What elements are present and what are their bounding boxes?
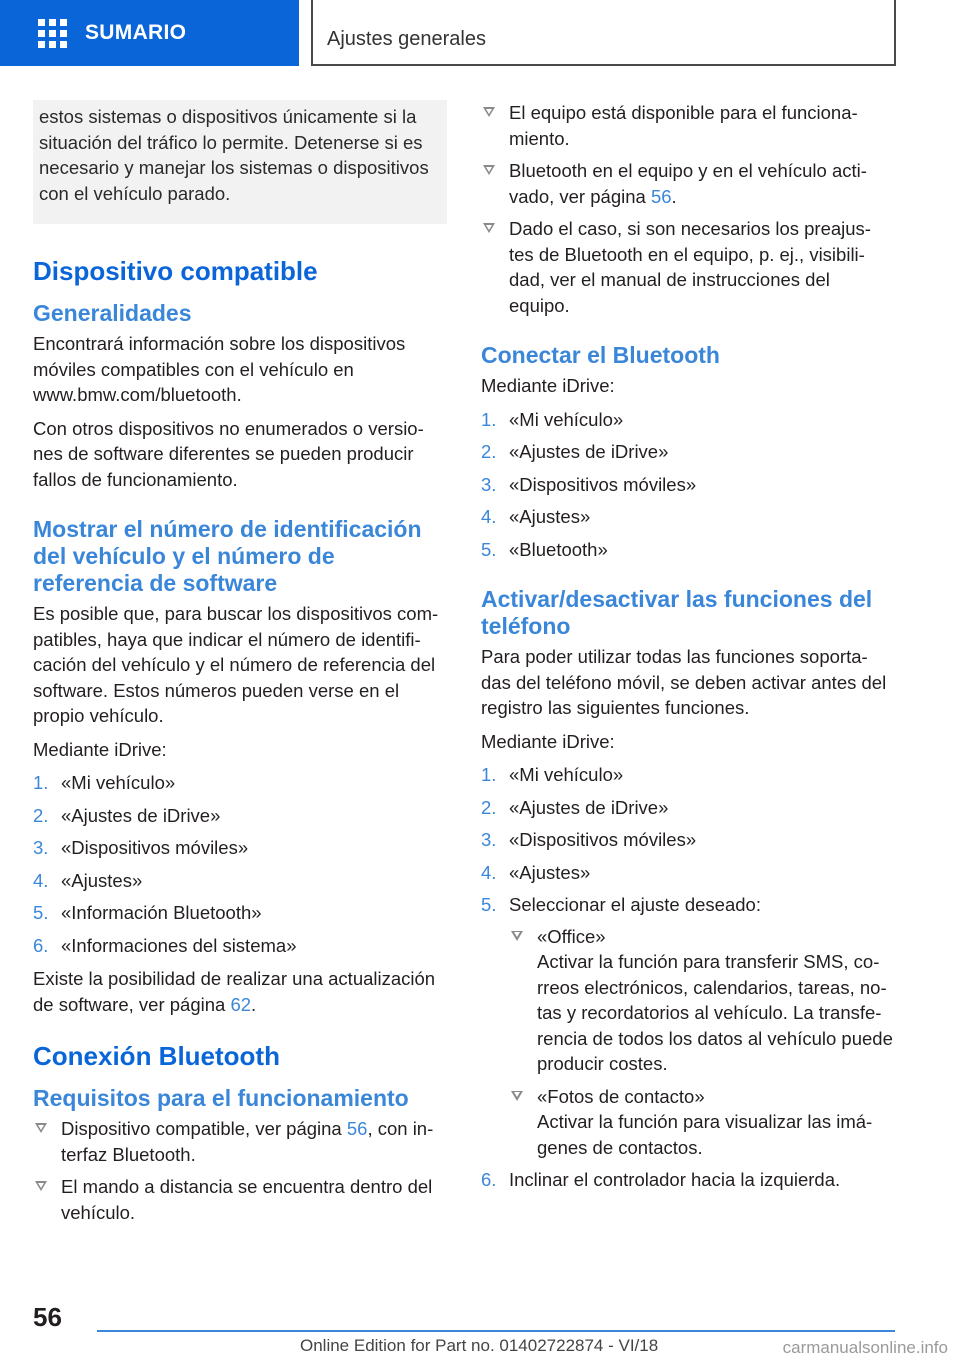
edition-text: Online Edition for Part no. 01402722874 - VI/18 — [300, 1336, 659, 1355]
triangle-bullet-icon — [483, 223, 495, 233]
triangle-bullet-icon — [483, 107, 495, 117]
list-item — [481, 860, 895, 886]
step-text: «Informaciones del sistema» — [61, 934, 297, 956]
option-fotos-title: «Fotos de contacto» — [537, 1085, 705, 1107]
chapter-title: Ajustes generales — [327, 28, 486, 50]
step-number: 4. — [481, 506, 497, 527]
step-number: 3. — [33, 837, 49, 858]
right-column — [481, 100, 895, 1201]
req-text: El equipo está disponible para el funciona‐ miento. — [509, 102, 858, 149]
triangle-bullet-icon — [35, 1123, 47, 1133]
list-item — [481, 762, 895, 788]
actualizacion-period: . — [251, 993, 257, 1015]
step-text: «Dispositivos móviles» — [509, 829, 697, 850]
steps-list-activar — [481, 762, 895, 1193]
step-number: 4. — [481, 861, 497, 883]
actualizacion-text: Existe la posibilidad de realizar una actualización de software, ver página — [33, 968, 436, 1015]
step-number: 1. — [481, 764, 497, 785]
requirements-list — [33, 1116, 447, 1225]
list-item — [33, 770, 447, 796]
step-text: «Mi vehículo» — [61, 772, 176, 793]
triangle-bullet-icon — [511, 1091, 523, 1101]
chapter-box — [311, 0, 896, 66]
step-text: «Dispositivos móviles» — [61, 837, 249, 858]
footer-divider — [97, 1330, 895, 1332]
step-number: 6. — [481, 1169, 497, 1190]
list-item — [481, 100, 895, 151]
list-item — [33, 900, 447, 926]
triangle-bullet-icon — [511, 931, 523, 941]
list-item — [509, 1084, 895, 1161]
paragraph-generalidades-2: Con otros dispositivos no enumerados o versio‐ nes de software diferentes se pueden producir fallos de funcionamiento. — [33, 417, 424, 490]
list-item — [33, 1116, 447, 1167]
step-number: 5. — [481, 538, 497, 560]
list-item — [33, 1174, 447, 1225]
step-number: 5. — [481, 894, 497, 915]
steps-list-info — [33, 770, 447, 958]
paragraph-activar: Para poder utilizar todas las funciones soporta‐ das del teléfono móvil, se deben activar antes del registro las siguientes funciones. — [481, 646, 887, 718]
sub-options-list — [509, 924, 895, 1161]
step-text: «Ajustes» — [509, 861, 591, 883]
option-office-title: «Office» — [537, 925, 606, 947]
step-text: «Ajustes» — [61, 869, 143, 891]
step-text: «Bluetooth» — [509, 538, 608, 560]
list-item — [33, 868, 447, 894]
page-link-56[interactable]: 56 — [650, 185, 672, 207]
step-text: «Información Bluetooth» — [61, 902, 262, 923]
triangle-bullet-icon — [483, 165, 495, 175]
list-item — [481, 216, 895, 318]
grid-menu-icon — [38, 19, 67, 48]
sumario-label: SUMARIO — [85, 21, 187, 44]
step-text: «Ajustes» — [509, 506, 591, 527]
paragraph-mostrar: Es posible que, para buscar los dispositivos com‐ patibles, haya que indicar el número de identifi‐ cación del vehículo y el número de referencia del software. Estos números pueden verse en el propio vehículo. — [33, 603, 439, 726]
req-text: Dispositivo compatible, ver página — [61, 1118, 347, 1139]
warning-text: estos sistemas o dispositivos únicamente si la situación del tráfico lo permite. Detenerse si es necesario y manejar los sistemas o dispositivos con el vehículo parado. — [39, 106, 429, 204]
warning-box — [33, 100, 447, 224]
step-number: 3. — [481, 829, 497, 850]
triangle-bullet-icon — [35, 1181, 47, 1191]
option-office-desc: Activar la función para transferir SMS, co‐ rreos electrónicos, calendarios, tareas, no‐ tas y recordatorios al vehículo. La transfe‐ rencia de todos los datos al vehículo puede producir costes. — [537, 951, 893, 1074]
list-item — [33, 835, 447, 861]
step-text: «Mi vehículo» — [509, 408, 624, 430]
list-item — [481, 892, 895, 1160]
step-number: 2. — [481, 796, 497, 818]
step-number: 6. — [33, 934, 49, 956]
list-item — [481, 1167, 895, 1193]
step-number: 3. — [481, 473, 497, 495]
req-text: El mando a distancia se encuentra dentro del vehículo. — [61, 1176, 433, 1223]
step-text: Inclinar el controlador hacia la izquierda. — [509, 1169, 841, 1190]
watermark: carmanualsonline.info — [782, 1338, 948, 1357]
steps-list-conectar — [481, 407, 895, 563]
list-item — [33, 803, 447, 829]
heading-activar-desactivar: Activar/desactivar las funciones del teléfono — [481, 586, 873, 639]
mediante-idrive-label: Mediante iDrive: — [481, 730, 615, 752]
step-text: «Ajustes de iDrive» — [61, 804, 221, 826]
step-number: 5. — [33, 902, 49, 923]
page-number: 56 — [33, 1302, 62, 1332]
heading-conexion-bluetooth: Conexión Bluetooth — [33, 1041, 280, 1071]
heading-generalidades: Generalidades — [33, 300, 192, 326]
paragraph-generalidades-1: Encontrará información sobre los dispositivos móviles compatibles con el vehículo en www.bmw.com/bluetooth. — [33, 333, 406, 405]
list-item — [481, 537, 895, 563]
heading-requisitos: Requisitos para el funcionamiento — [33, 1085, 409, 1111]
step-text: «Mi vehículo» — [509, 764, 624, 785]
list-item — [481, 472, 895, 498]
requirements-list-continued — [481, 100, 895, 318]
list-item — [481, 439, 895, 465]
page-link-62[interactable]: 62 — [230, 993, 252, 1015]
step-number: 1. — [33, 772, 49, 793]
heading-mostrar-numero: Mostrar el número de identificación del vehículo y el número de referencia de software — [33, 516, 422, 596]
req-text: Bluetooth en el equipo y en el vehículo acti‐ vado, ver página — [509, 160, 867, 207]
step-text: «Dispositivos móviles» — [509, 473, 697, 495]
req-text: Dado el caso, si son necesarios los preajus‐ tes de Bluetooth en el equipo, p. ej., visibili‐ dad, ver el manual de instrucciones del equipo. — [509, 218, 871, 316]
list-item — [481, 158, 895, 209]
list-item — [33, 933, 447, 959]
option-fotos-desc: Activar la función para visualizar las imá‐ genes de contactos. — [537, 1111, 873, 1158]
step-number: 1. — [481, 408, 497, 430]
page-link-56[interactable]: 56 — [346, 1118, 368, 1139]
left-column — [33, 100, 447, 1233]
mediante-idrive-label: Mediante iDrive: — [481, 375, 615, 396]
sumario-button[interactable] — [0, 0, 299, 66]
list-item — [481, 407, 895, 433]
step-number: 2. — [33, 804, 49, 826]
req-text: , con in‐ terfaz Bluetooth. — [61, 1118, 434, 1165]
heading-conectar-bluetooth: Conectar el Bluetooth — [481, 342, 720, 368]
list-item — [481, 795, 895, 821]
mediante-idrive-label: Mediante iDrive: — [33, 738, 167, 760]
heading-dispositivo-compatible: Dispositivo compatible — [33, 256, 318, 286]
list-item — [509, 924, 895, 1077]
step-text: «Ajustes de iDrive» — [509, 441, 669, 462]
req-text: . — [671, 185, 677, 207]
step-text: Seleccionar el ajuste deseado: — [509, 894, 761, 915]
step-text: «Ajustes de iDrive» — [509, 796, 669, 818]
paragraph-actualizacion — [33, 966, 447, 1017]
step-number: 2. — [481, 441, 497, 462]
list-item — [481, 504, 895, 530]
step-number: 4. — [33, 869, 49, 891]
list-item — [481, 827, 895, 853]
page-header — [0, 0, 960, 66]
